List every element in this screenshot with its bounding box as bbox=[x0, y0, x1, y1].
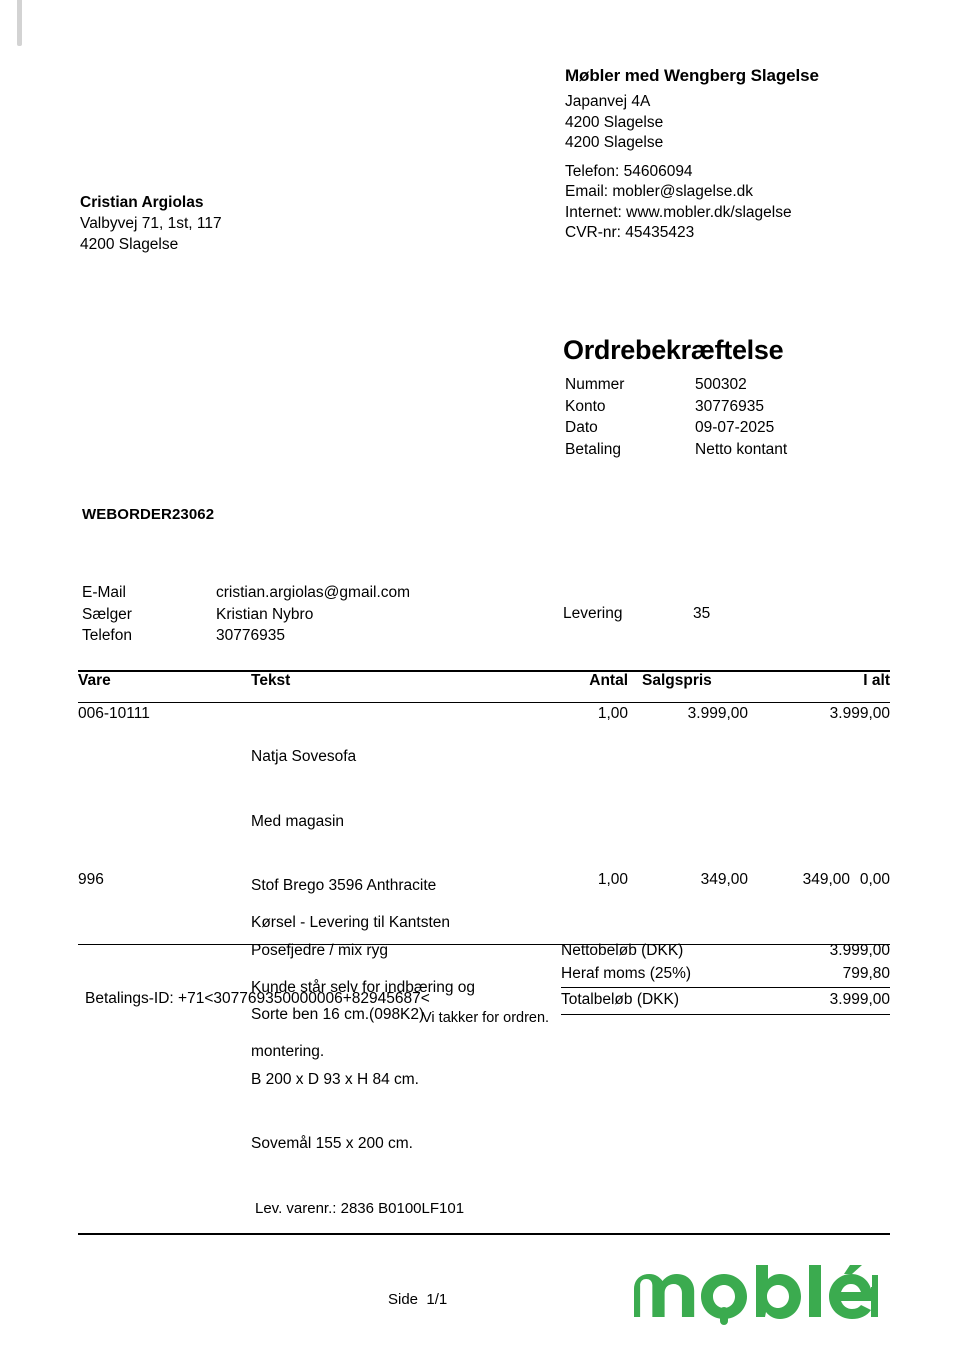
spacer bbox=[565, 154, 925, 162]
thanks-note: Vi takker for ordren. bbox=[422, 1010, 550, 1026]
description-line: Kunde står selv for indbæring og bbox=[251, 978, 476, 996]
customer-address: Valbyvej 71, 1st, 117 bbox=[80, 215, 222, 232]
meta-label: Dato bbox=[565, 419, 598, 436]
meta-row-dato bbox=[565, 417, 905, 439]
mobler-logo bbox=[628, 1265, 878, 1327]
contact-label: E-Mail bbox=[82, 584, 126, 601]
description-line: montering. bbox=[251, 1043, 325, 1060]
description-line: B 200 x D 93 x H 84 cm. bbox=[251, 1070, 419, 1088]
meta-label: Konto bbox=[565, 397, 606, 415]
contact-label: Sælger bbox=[82, 605, 132, 623]
company-email: Email: mobler@slagelse.dk bbox=[565, 183, 754, 200]
delivery-row bbox=[563, 603, 893, 624]
payment-id: Betalings-ID: +71<307769350000006+82945687< bbox=[85, 990, 430, 1007]
column-header-ialt: I alt bbox=[863, 672, 890, 689]
description-line: Med magasin bbox=[251, 812, 345, 830]
column-header-vare: Vare bbox=[78, 672, 111, 689]
contact-block bbox=[82, 582, 542, 647]
row-discount: 349,00 bbox=[802, 871, 850, 888]
totals-value: 799,80 bbox=[842, 965, 890, 982]
customer-city: 4200 Slagelse bbox=[80, 236, 179, 253]
company-name: Møbler med Wengberg Slagelse bbox=[565, 66, 819, 85]
delivery-label: Levering bbox=[563, 605, 623, 622]
customer-name: Cristian Argiolas bbox=[80, 194, 204, 211]
column-header-tekst: Tekst bbox=[251, 672, 291, 689]
company-phone: Telefon: 54606094 bbox=[565, 162, 693, 180]
mobler-logo-icon bbox=[628, 1265, 878, 1327]
meta-value: 09-07-2025 bbox=[695, 419, 775, 436]
totals-value: 3.999,00 bbox=[829, 991, 890, 1008]
page-number: Side 1/1 bbox=[388, 1291, 448, 1308]
meta-value: Netto kontant bbox=[695, 440, 788, 458]
meta-label: Betaling bbox=[565, 440, 622, 458]
meta-row-nummer bbox=[565, 374, 905, 396]
meta-row-betaling bbox=[565, 439, 905, 461]
row-total: 3.999,00 bbox=[829, 705, 890, 722]
document-meta bbox=[565, 374, 905, 460]
contact-row-phone bbox=[82, 625, 542, 647]
contact-value: cristian.argiolas@gmail.com bbox=[216, 584, 411, 601]
totals-bottom-rule bbox=[561, 1014, 890, 1015]
meta-row-konto bbox=[565, 396, 905, 418]
description-line: Natja Sovesofa bbox=[251, 748, 357, 765]
row-item-number: 996 bbox=[78, 871, 104, 888]
row-total: 0,00 bbox=[859, 871, 890, 888]
company-website: Internet: www.mobler.dk/slagelse bbox=[565, 203, 792, 221]
supplier-item-number: Lev. varenr.: 2836 B0100LF101 bbox=[255, 1199, 465, 1217]
meta-value: 500302 bbox=[695, 376, 747, 393]
row-unit-price: 3.999,00 bbox=[687, 705, 748, 722]
row-quantity: 1,00 bbox=[597, 705, 628, 722]
company-address-line-1: Japanvej 4A bbox=[565, 93, 651, 110]
company-address-line-2: 4200 Slagelse bbox=[565, 113, 664, 131]
meta-label: Nummer bbox=[565, 376, 625, 393]
description-line: Sovemål 155 x 200 cm. bbox=[251, 1135, 413, 1152]
description-line: Posefjedre / mix ryg bbox=[251, 941, 388, 959]
column-header-salgspris: Salgspris bbox=[642, 672, 712, 689]
description-line: Sorte ben 16 cm.(098K2) bbox=[251, 1006, 425, 1023]
contact-row-email bbox=[82, 582, 542, 604]
totals-block bbox=[561, 939, 890, 1015]
document-title: Ordrebekræftelse bbox=[563, 335, 784, 365]
customer-block bbox=[80, 192, 440, 255]
row-item-number: 006-10111 bbox=[78, 705, 150, 722]
contact-value: 30776935 bbox=[216, 627, 285, 644]
company-address-line-3: 4200 Slagelse bbox=[565, 134, 664, 151]
contact-value: Kristian Nybro bbox=[216, 605, 314, 623]
delivery-value: 35 bbox=[693, 605, 711, 622]
row-quantity: 1,00 bbox=[597, 871, 628, 888]
company-cvr: CVR-nr: 45435423 bbox=[565, 224, 695, 241]
row-unit-price: 349,00 bbox=[700, 871, 748, 888]
description-line: Stof Brego 3596 Anthracite bbox=[251, 877, 437, 894]
company-block bbox=[565, 65, 925, 244]
corner-mark bbox=[17, 0, 22, 46]
totals-value: 3.999,00 bbox=[829, 942, 890, 959]
description-line: Kørsel - Levering til Kantsten bbox=[251, 914, 451, 931]
totals-label: Nettobeløb (DKK) bbox=[561, 942, 684, 959]
weborder-reference: WEBORDER23062 bbox=[82, 506, 215, 523]
contact-row-seller bbox=[82, 604, 542, 626]
totals-label: Heraf moms (25%) bbox=[561, 965, 692, 982]
contact-label: Telefon bbox=[82, 627, 132, 644]
column-header-antal: Antal bbox=[589, 672, 628, 689]
totals-row-grand bbox=[561, 988, 890, 1011]
totals-row-net bbox=[561, 939, 890, 962]
footer-rule bbox=[78, 1233, 890, 1235]
totals-label: Totalbeløb (DKK) bbox=[561, 991, 680, 1008]
meta-value: 30776935 bbox=[695, 397, 764, 415]
table-header-row bbox=[78, 672, 890, 702]
totals-row-vat bbox=[561, 962, 890, 985]
